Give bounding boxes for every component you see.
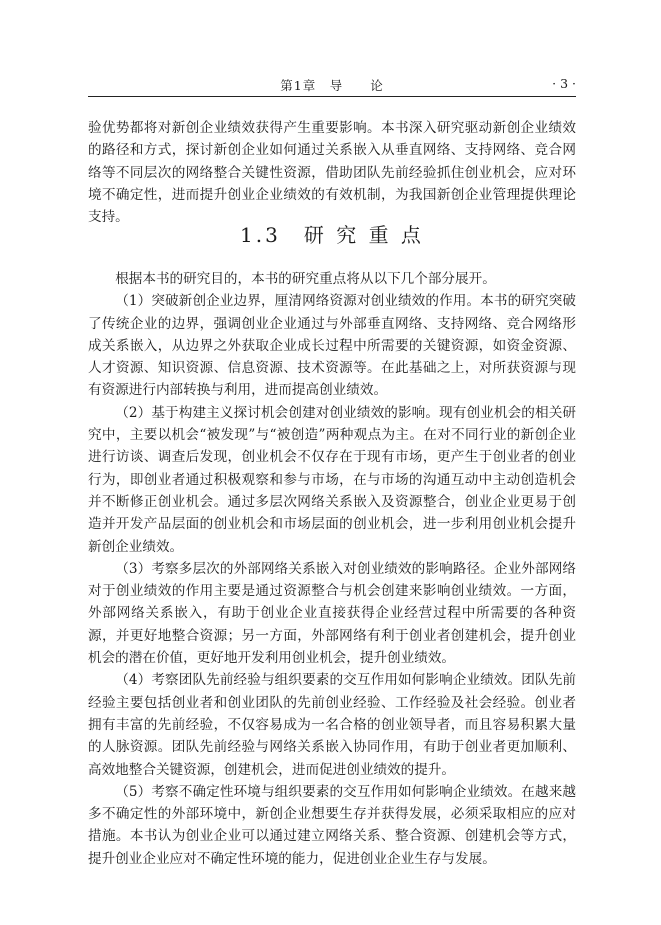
section-body xyxy=(88,268,576,870)
continuation-block xyxy=(88,117,576,228)
page-number: · 3 · xyxy=(552,76,576,91)
running-header xyxy=(88,74,576,97)
chapter-heading: 第1章 导 论 xyxy=(280,78,384,93)
research-point-3: （3）考察多层次的外部网络关系嵌入对创业绩效的影响路径。企业外部网络对于创业绩效的作用主要是通过资源整合与机会创建来影响创业绩效。一方面，外部网络关系嵌入，有助于创业企业直接获得企业经营过程中所需要的各种资源，并更好地整合资源；另一方面，外部网络有利于创业者创建机会，提升创业机会的潜在价值，更好地开发利用创业机会，提升创业绩效。 xyxy=(88,560,576,667)
research-point-5: （5）考察不确定性环境与组织要素的交互作用如何影响企业绩效。在越来越多不确定性的外部环境中，新创企业想要生存并获得发展，必须采取相应的应对措施。本书认为创业企业可以通过建立网络关系、整合资源、创建机会等方式，提升创业企业应对不确定性环境的能力，促进创业企业生存与发展。 xyxy=(88,783,576,867)
research-point-4: （4）考察团队先前经验与组织要素的交互作用如何影响企业绩效。团队先前经验主要包括创业者和创业团队的先前创业经验、工作经验及社会经验。创业者拥有丰富的先前经验，不仅容易成为一名合格的创业领导者，而且容易积累大量的人脉资源。团队先前经验与网络关系嵌入协同作用，有助于创业者更加顺利、高效地整合关键资源，创建机会，进而促进创业绩效的提升。 xyxy=(88,672,576,778)
continuation-paragraph: 验优势都将对新创企业绩效获得产生重要影响。本书深入研究驱动新创企业绩效的路径和方式，探讨新创企业如何通过关系嵌入从垂直网络、支持网络、竞合网络等不同层次的网络整合关键性资源，借助团队先前经验抓住创业机会，应对环境不确定性，进而提升创业企业绩效的有效机制，为我国新创企业管理提供理论支持。 xyxy=(88,120,576,226)
intro-paragraph: 根据本书的研究目的，本书的研究重点将从以下几个部分展开。 xyxy=(115,271,496,287)
research-point-1: （1）突破新创企业边界，厘清网络资源对创业绩效的作用。本书的研究突破了传统企业的边界，强调创业企业通过与外部垂直网络、支持网络、竞合网络形成关系嵌入，从边界之外获取企业成长过程中所需要的关键资源，如资金资源、人才资源、知识资源、信息资源、技术资源等。在此基础之上，对所获资源与现有资源进行内部转换与利用，进而提高创业绩效。 xyxy=(88,293,576,399)
research-point-2: （2）基于构建主义探讨机会创建对创业绩效的影响。现有创业机会的相关研究中，主要以机会“被发现”与“被创造”两种观点为主。在对不同行业的新创企业进行访谈、调查后发现，创业机会不仅存在于现有市场，更产生于创业者的创业行为，即创业者通过积极观察和参与市场，在与市场的沟通互动中主动创造机会并不断修正创业机会。通过多层次网络关系嵌入及资源整合，创业企业更易于创造并开发产品层面的创业机会和市场层面的创业机会，进一步利用创业机会提升新创企业绩效。 xyxy=(88,404,576,555)
section-title: 1.3 研 究 重 点 xyxy=(240,223,424,247)
